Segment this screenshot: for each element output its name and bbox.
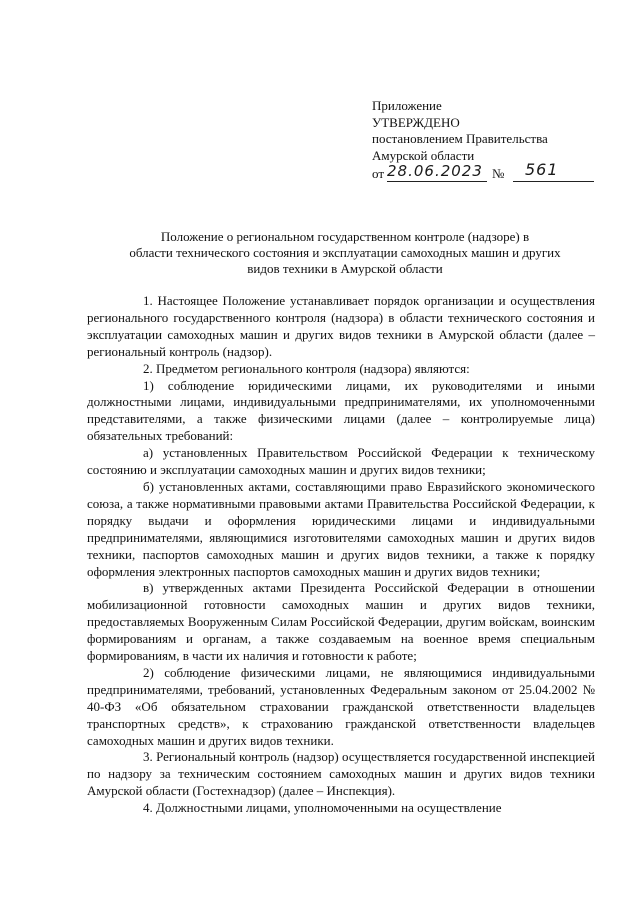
resolution-label: постановлением Правительства: [372, 131, 548, 146]
paragraph: б) установленных актами, составляющими право Евразийского экономического союза, а также нормативными правовыми актами Правительства Российской Федерации, к порядку выдачи и оформления юридическими лицами и индивидуальными предпринимателями, являющимися изготовителями самоходных машин и других видов техники, паспортов самоходных машин и других видов техники, а также к порядку оформления электронных паспортов самоходных машин и других видов техники;: [87, 478, 595, 579]
paragraph: 3. Региональный контроль (надзор) осуществляется государственной инспекцией по надзору за техническим состоянием самоходных машин и других видов техники Амурской области (Гостехнадзор) (далее – Инспекция).: [87, 749, 595, 799]
document-title: [110, 229, 580, 277]
title-line: видов техники в Амурской области: [247, 261, 443, 276]
document-body: [87, 293, 595, 817]
date-underline: [387, 181, 487, 182]
approved-label: УТВЕРЖДЕНО: [372, 114, 460, 130]
appendix-label: Приложение: [372, 98, 442, 113]
paragraph: 2. Предметом регионального контроля (надзора) являются:: [143, 360, 470, 376]
region-label: Амурской области: [372, 147, 475, 163]
paragraph: 1) соблюдение юридическими лицами, их руководителями и иными должностными лицами, индивидуальными предпринимателями, их уполномоченными представителями, а также физическими лицами (далее – контролируемые лица) обязательных требований:: [87, 377, 595, 444]
date-prefix: от: [372, 166, 385, 181]
paragraph: 4. Должностными лицами, уполномоченными на осуществление: [143, 800, 502, 816]
paragraph: а) установленных Правительством Российской Федерации к техническому состоянию и эксплуатации самоходных машин и других видов техники;: [87, 445, 595, 478]
title-line: области технического состояния и эксплуатации самоходных машин и других: [129, 245, 561, 260]
handwritten-date: 28.06.2023: [387, 162, 483, 180]
approval-block: [372, 98, 602, 184]
number-underline: [513, 181, 594, 182]
title-line: Положение о региональном государственном контроле (надзоре) в: [160, 229, 530, 244]
paragraph: в) утвержденных актами Президента Российской Федерации в отношении мобилизационной готовности самоходных машин и других видов техники, предоставляемых Вооруженным Силам Российской Федерации, другим войскам, воинским формированиям и органам, а также создаваемым на военное время специальным формированиям, в части их наличия и готовности к работе;: [87, 580, 595, 664]
number-sign: №: [492, 166, 505, 181]
paragraph: 1. Настоящее Положение устанавливает порядок организации и осуществления регионального государственного контроля (надзора) в области технического состояния и эксплуатации самоходных машин и других видов техники в Амурской области (далее – региональный контроль (надзор).: [87, 293, 595, 359]
date-number-line: [372, 160, 602, 184]
paragraph: 2) соблюдение физическими лицами, не являющимися индивидуальными предпринимателями, требований, установленных Федеральным законом от 25.04.2002 № 40-ФЗ «Об обязательном страховании гражданской ответственности владельцев транспортных средств», к страхованию гражданской ответственности владельцев самоходных машин и других видов техники.: [87, 664, 595, 748]
handwritten-number: 561: [525, 160, 559, 179]
